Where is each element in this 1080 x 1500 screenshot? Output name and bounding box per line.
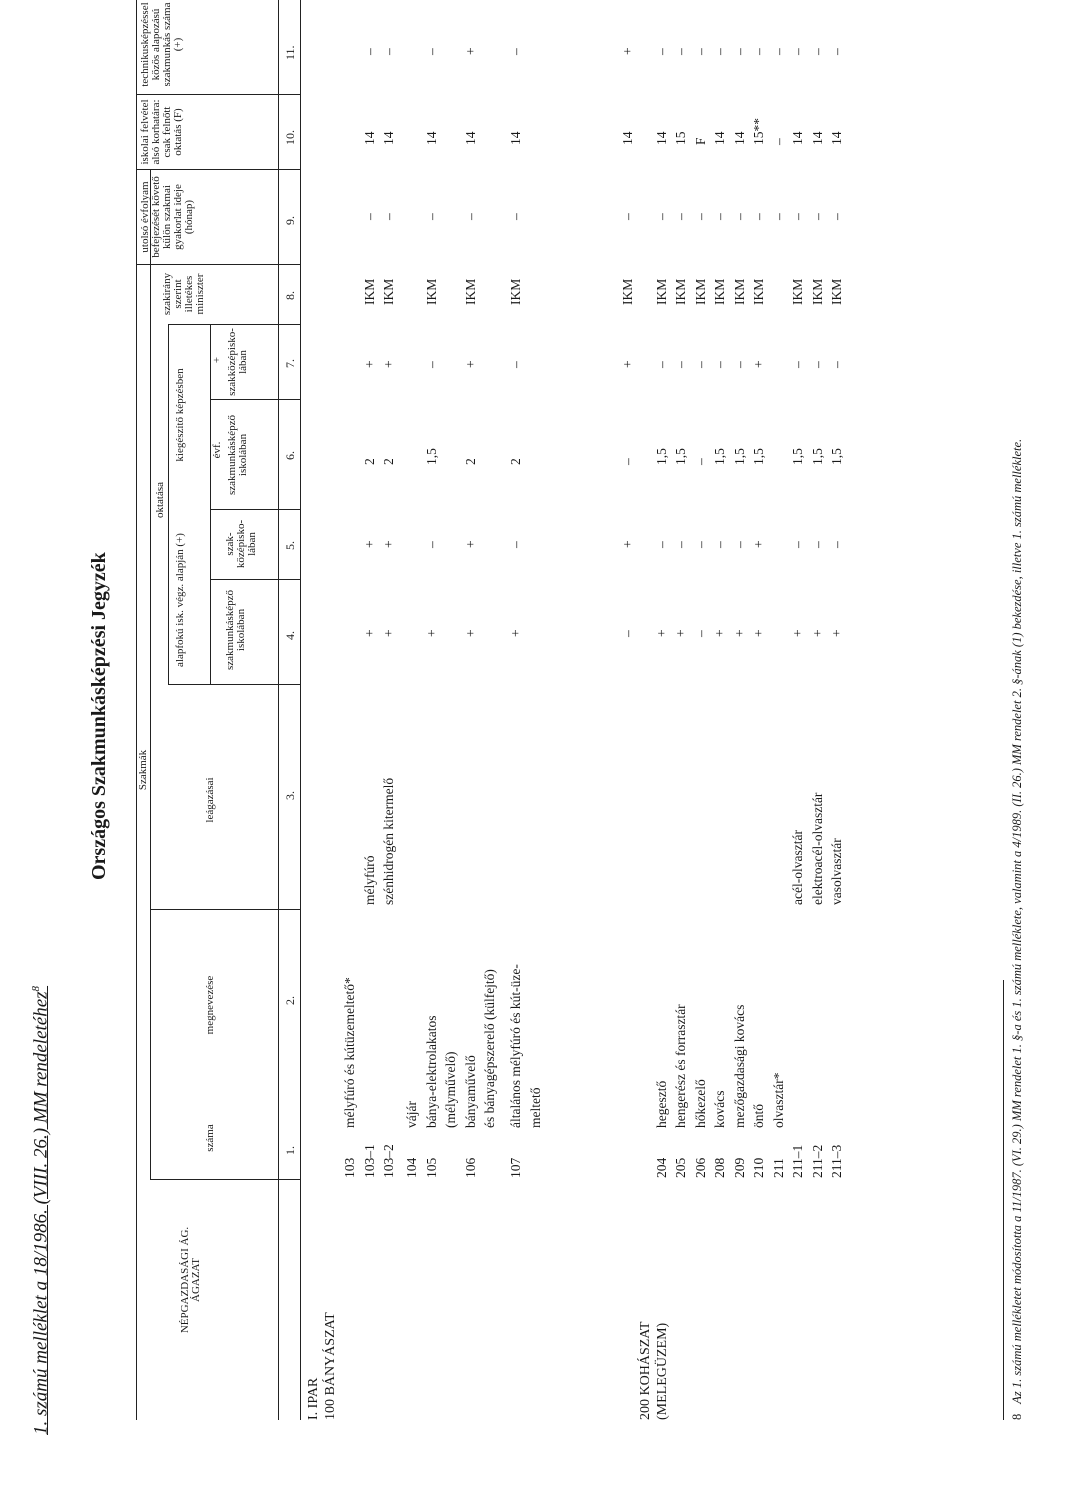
col-divider (136, 169, 300, 170)
row-branch: szénhidrogén kitermelő (381, 777, 396, 905)
footnote-text: Az 1. számú mellékletet módosította a 11/1987. (VI. 29.) MM rendelet 1. §-a és 1. számú melléklete, valamint a 4/1989. (II. 26.) MM rendelet 2. §-ának (1) bekezdése, illetve 1. számú melléklete. (1010, 438, 1024, 1404)
row-number: 211–1 (790, 1144, 805, 1178)
row-name: öntő (751, 1103, 766, 1128)
running-head-text: 1. számú melléklet a 18/1986. (VIII. 26.) MM rendeletéhez (30, 991, 52, 1435)
col11-value: – (654, 48, 669, 55)
header-evf: évf. (211, 441, 223, 459)
sector-ipar: I. IPAR (306, 1377, 321, 1420)
col10-value: 14 (381, 131, 396, 145)
header-megnevezese: megnevezése (204, 975, 216, 1035)
col9-value: – (654, 213, 669, 220)
row-number: 103–1 (362, 1144, 377, 1178)
col8-value: IKM (620, 278, 635, 305)
col7-value: + (381, 360, 396, 368)
row-name: meltető (528, 1087, 543, 1128)
col8-value: IKM (790, 278, 805, 305)
col9-value: – (693, 213, 708, 220)
col5-value: – (810, 541, 825, 548)
col8-value: IKM (693, 278, 708, 305)
col5-value: + (362, 540, 377, 548)
col6-value: 2 (381, 458, 396, 465)
col6-value: 1,5 (751, 448, 766, 465)
col6-value: 1,5 (732, 448, 747, 465)
col9-value: – (362, 213, 377, 220)
row-number: 211–2 (810, 1144, 825, 1178)
col9-value: – (712, 213, 727, 220)
col8-value: IKM (508, 278, 523, 305)
footnote-number: 8 (1010, 1413, 1024, 1420)
colnum-2: 2. (283, 996, 297, 1005)
col4-value: + (463, 629, 478, 637)
sector-banyaszat: 100 BÁNYÁSZAT (323, 1312, 338, 1420)
table-colnum-bottom-rule (300, 0, 301, 1420)
row-name: kovács (712, 1090, 727, 1128)
running-head (30, 986, 52, 1435)
row-number: 105 (424, 1157, 439, 1178)
sector-kohaszat-sub: (MELEGÜZEM) (655, 1322, 670, 1420)
col6-value: 1,5 (829, 448, 844, 465)
szakmak-rule (150, 170, 151, 1180)
colnum-7: 7. (283, 359, 297, 368)
colnum-3: 3. (283, 791, 297, 800)
col10-value: 14 (732, 131, 747, 145)
col7-value: – (508, 361, 523, 368)
row-name: és bányagépszerelő (külfejtő) (482, 969, 497, 1128)
col4-value: – (620, 630, 635, 637)
row-name: hengerész és forrasztár (673, 1004, 688, 1128)
row-number: 204 (654, 1157, 669, 1178)
alapfoku-rule (210, 325, 211, 685)
col5-value: – (732, 541, 747, 548)
colnum-11: 11. (283, 45, 297, 60)
col-divider (210, 399, 300, 400)
colnum-5: 5. (283, 541, 297, 550)
col7-value: – (790, 361, 805, 368)
col11-value: – (829, 48, 844, 55)
row-number: 104 (404, 1157, 419, 1178)
col8-value: IKM (424, 278, 439, 305)
col4-value: + (829, 629, 844, 637)
col4-value: + (712, 629, 727, 637)
col10-value: 14 (790, 131, 805, 145)
col-divider (210, 579, 300, 580)
col9-value: – (424, 213, 439, 220)
col7-value: – (673, 361, 688, 368)
col-divider (168, 324, 300, 325)
running-head-footnote-ref: 8 (30, 985, 42, 992)
col-divider (210, 509, 300, 510)
colnum-4: 4. (283, 631, 297, 640)
row-name: hőkezelő (693, 1079, 708, 1128)
col8-value: IKM (732, 278, 747, 305)
col-divider (168, 684, 300, 685)
col9-value: – (673, 213, 688, 220)
col9-value: – (508, 213, 523, 220)
col8-value: IKM (751, 278, 766, 305)
colnum-8: 8. (283, 291, 297, 300)
col-divider (136, 94, 300, 95)
col9-value: – (463, 213, 478, 220)
col11-value: – (424, 48, 439, 55)
col8-value: IKM (381, 278, 396, 305)
col6-value: 1,5 (790, 448, 805, 465)
col-divider (150, 1179, 300, 1180)
row-name: hegesztő (654, 1080, 669, 1128)
col11-value: – (771, 48, 786, 55)
col11-value: – (362, 48, 377, 55)
col6-value: 1,5 (712, 448, 727, 465)
col11-value: – (790, 48, 805, 55)
row-number: 209 (732, 1157, 747, 1178)
row-number: 208 (712, 1157, 727, 1178)
row-name: (mélyművelő) (443, 1051, 458, 1128)
col9-value: – (771, 213, 786, 220)
header-oktatasa: oktatása (154, 481, 166, 519)
row-number: 211–3 (829, 1144, 844, 1178)
col10-value: 14 (463, 131, 478, 145)
header-szmi2: szakmunkásképző iskolában (226, 414, 249, 496)
col6-value: – (620, 458, 635, 465)
col11-value: – (693, 48, 708, 55)
col11-value: – (381, 48, 396, 55)
col7-value: – (732, 361, 747, 368)
col7-value: – (654, 361, 669, 368)
col10-value: 14 (829, 131, 844, 145)
col7-value: – (693, 361, 708, 368)
col-divider (136, 264, 300, 265)
col9-value: – (732, 213, 747, 220)
header-szkozep: szakközépiskolában (224, 519, 258, 569)
col8-value: IKM (810, 278, 825, 305)
col5-value: + (463, 540, 478, 548)
row-number: 206 (693, 1157, 708, 1178)
col8-value: IKM (829, 278, 844, 305)
col10-value: 14 (362, 131, 377, 145)
row-number: 103 (342, 1157, 357, 1178)
col11-value: – (810, 48, 825, 55)
col10-value: – (771, 138, 786, 145)
col4-value: + (654, 629, 669, 637)
row-number: 106 (463, 1157, 478, 1178)
col5-value: – (829, 541, 844, 548)
header-technikus: technikusképzéssel közös alapozású szakmunkás száma (+) (139, 2, 184, 87)
col6-value: 1,5 (673, 448, 688, 465)
col5-value: – (693, 541, 708, 548)
row-number: 210 (751, 1157, 766, 1178)
col10-value: 14 (654, 131, 669, 145)
col5-value: – (673, 541, 688, 548)
col11-value: – (712, 48, 727, 55)
col6-value: 2 (508, 458, 523, 465)
col8-value: IKM (712, 278, 727, 305)
col10-value: 14 (810, 131, 825, 145)
col4-value: + (790, 629, 805, 637)
row-branch: mélyfúró (362, 855, 377, 905)
col4-value: + (673, 629, 688, 637)
col5-value: – (654, 541, 669, 548)
col5-value: – (424, 541, 439, 548)
col5-value: – (712, 541, 727, 548)
col4-value: – (693, 630, 708, 637)
col7-value: + (463, 360, 478, 368)
col7-value: – (810, 361, 825, 368)
row-number: 211 (771, 1158, 786, 1178)
row-branch: acél-olvasztár (790, 830, 805, 905)
colnum-9: 9. (283, 216, 297, 225)
header-kiegeszito: kiegészítő képzésben (174, 368, 186, 462)
colnum-1: 1. (283, 1146, 297, 1155)
col9-value: – (829, 213, 844, 220)
sector-kohaszat: 200 KOHÁSZAT (638, 1321, 653, 1420)
row-name: olvasztár* (771, 1072, 786, 1128)
header-iskolai: iskolai felvétel alsó korhatára: csak felnőtt oktatás (F) (139, 99, 184, 165)
colnum-6: 6. (283, 451, 297, 460)
col11-value: + (463, 47, 478, 55)
col9-value: – (790, 213, 805, 220)
col10-value: 14 (508, 131, 523, 145)
row-number: 205 (673, 1157, 688, 1178)
col6-value: 1,5 (424, 448, 439, 465)
col5-value: + (381, 540, 396, 548)
row-branch: vasolvasztár (829, 838, 844, 905)
row-name: általános mélyfúró és kút-üze- (508, 964, 523, 1128)
col7-value: – (424, 361, 439, 368)
col5-value: + (751, 540, 766, 548)
row-number: 103–2 (381, 1144, 396, 1178)
col8-value: IKM (362, 278, 377, 305)
col6-value: 2 (463, 458, 478, 465)
colnum-10: 10. (283, 130, 297, 145)
row-number: 107 (508, 1157, 523, 1178)
footnote-rule (1003, 980, 1004, 1420)
row-branch: elektroacél-olvasztár (810, 792, 825, 905)
footnote (1010, 439, 1025, 1420)
col6-value: 2 (362, 458, 377, 465)
col4-value: + (508, 629, 523, 637)
header-szmi: szakmunkásképző iskolában (224, 589, 247, 671)
col9-value: – (751, 213, 766, 220)
col10-value: 15** (751, 118, 766, 145)
header-gyakorlat: utolsó évfolyam befejezését követő külön szakmai gyakorlat ideje (hónap) (139, 176, 195, 258)
col-divider (150, 909, 300, 910)
table-header-bottom-rule (278, 0, 279, 1420)
col4-value: + (381, 629, 396, 637)
header-alapfoku: alapfokú isk. végz. alapján (+) (174, 533, 186, 667)
col8-value: IKM (654, 278, 669, 305)
header-leagazasai: leágazásai (204, 777, 216, 823)
col11-value: + (620, 47, 635, 55)
row-name: mélyfúró és kútüzemeltető* (342, 977, 357, 1128)
header-agazat: NÉPGAZDASÁGI ÁG. ÁGAZAT (179, 1226, 202, 1334)
col10-value: 15 (673, 131, 688, 145)
col10-value: 14 (712, 131, 727, 145)
col7-value: – (829, 361, 844, 368)
col11-value: – (732, 48, 747, 55)
col6-value: 1,5 (810, 448, 825, 465)
col10-value: F (693, 137, 708, 145)
col6-value: 1,5 (654, 448, 669, 465)
col10-value: 14 (620, 131, 635, 145)
col4-value: + (424, 629, 439, 637)
header-szakmak: Szakmák (137, 749, 149, 791)
col8-value: IKM (463, 278, 478, 305)
col5-value: – (790, 541, 805, 548)
oktatasa-rule (168, 325, 169, 685)
col9-value: – (810, 213, 825, 220)
col11-value: – (508, 48, 523, 55)
row-name: bánya-elektrolakatos (424, 1015, 439, 1128)
col4-value: + (732, 629, 747, 637)
col11-value: – (751, 48, 766, 55)
col11-value: – (673, 48, 688, 55)
table-top-rule (136, 0, 137, 1420)
row-name: mezőgazdasági kovács (732, 1004, 747, 1128)
col4-value: + (362, 629, 377, 637)
header-miniszter: szakirány szerint illetékes miniszter (161, 272, 206, 316)
row-name: bányaművelő (463, 1055, 478, 1128)
row-name: vájár (404, 1101, 419, 1128)
col10-value: 14 (424, 131, 439, 145)
col7-value: – (712, 361, 727, 368)
col8-value: IKM (673, 278, 688, 305)
col7-value: + (751, 360, 766, 368)
col9-value: – (381, 213, 396, 220)
col9-value: – (620, 213, 635, 220)
col7-value: + (362, 360, 377, 368)
col6-value: – (693, 458, 708, 465)
col7-value: + (620, 360, 635, 368)
header-szama: száma (204, 1124, 216, 1152)
col4-value: + (751, 629, 766, 637)
header-plus: + (211, 356, 223, 364)
col5-value: + (620, 540, 635, 548)
col5-value: – (508, 541, 523, 548)
page-title: Országos Szakmunkásképzési Jegyzék (88, 552, 110, 880)
col4-value: + (810, 629, 825, 637)
header-szkozep2: szakközépiskolában (226, 328, 249, 396)
